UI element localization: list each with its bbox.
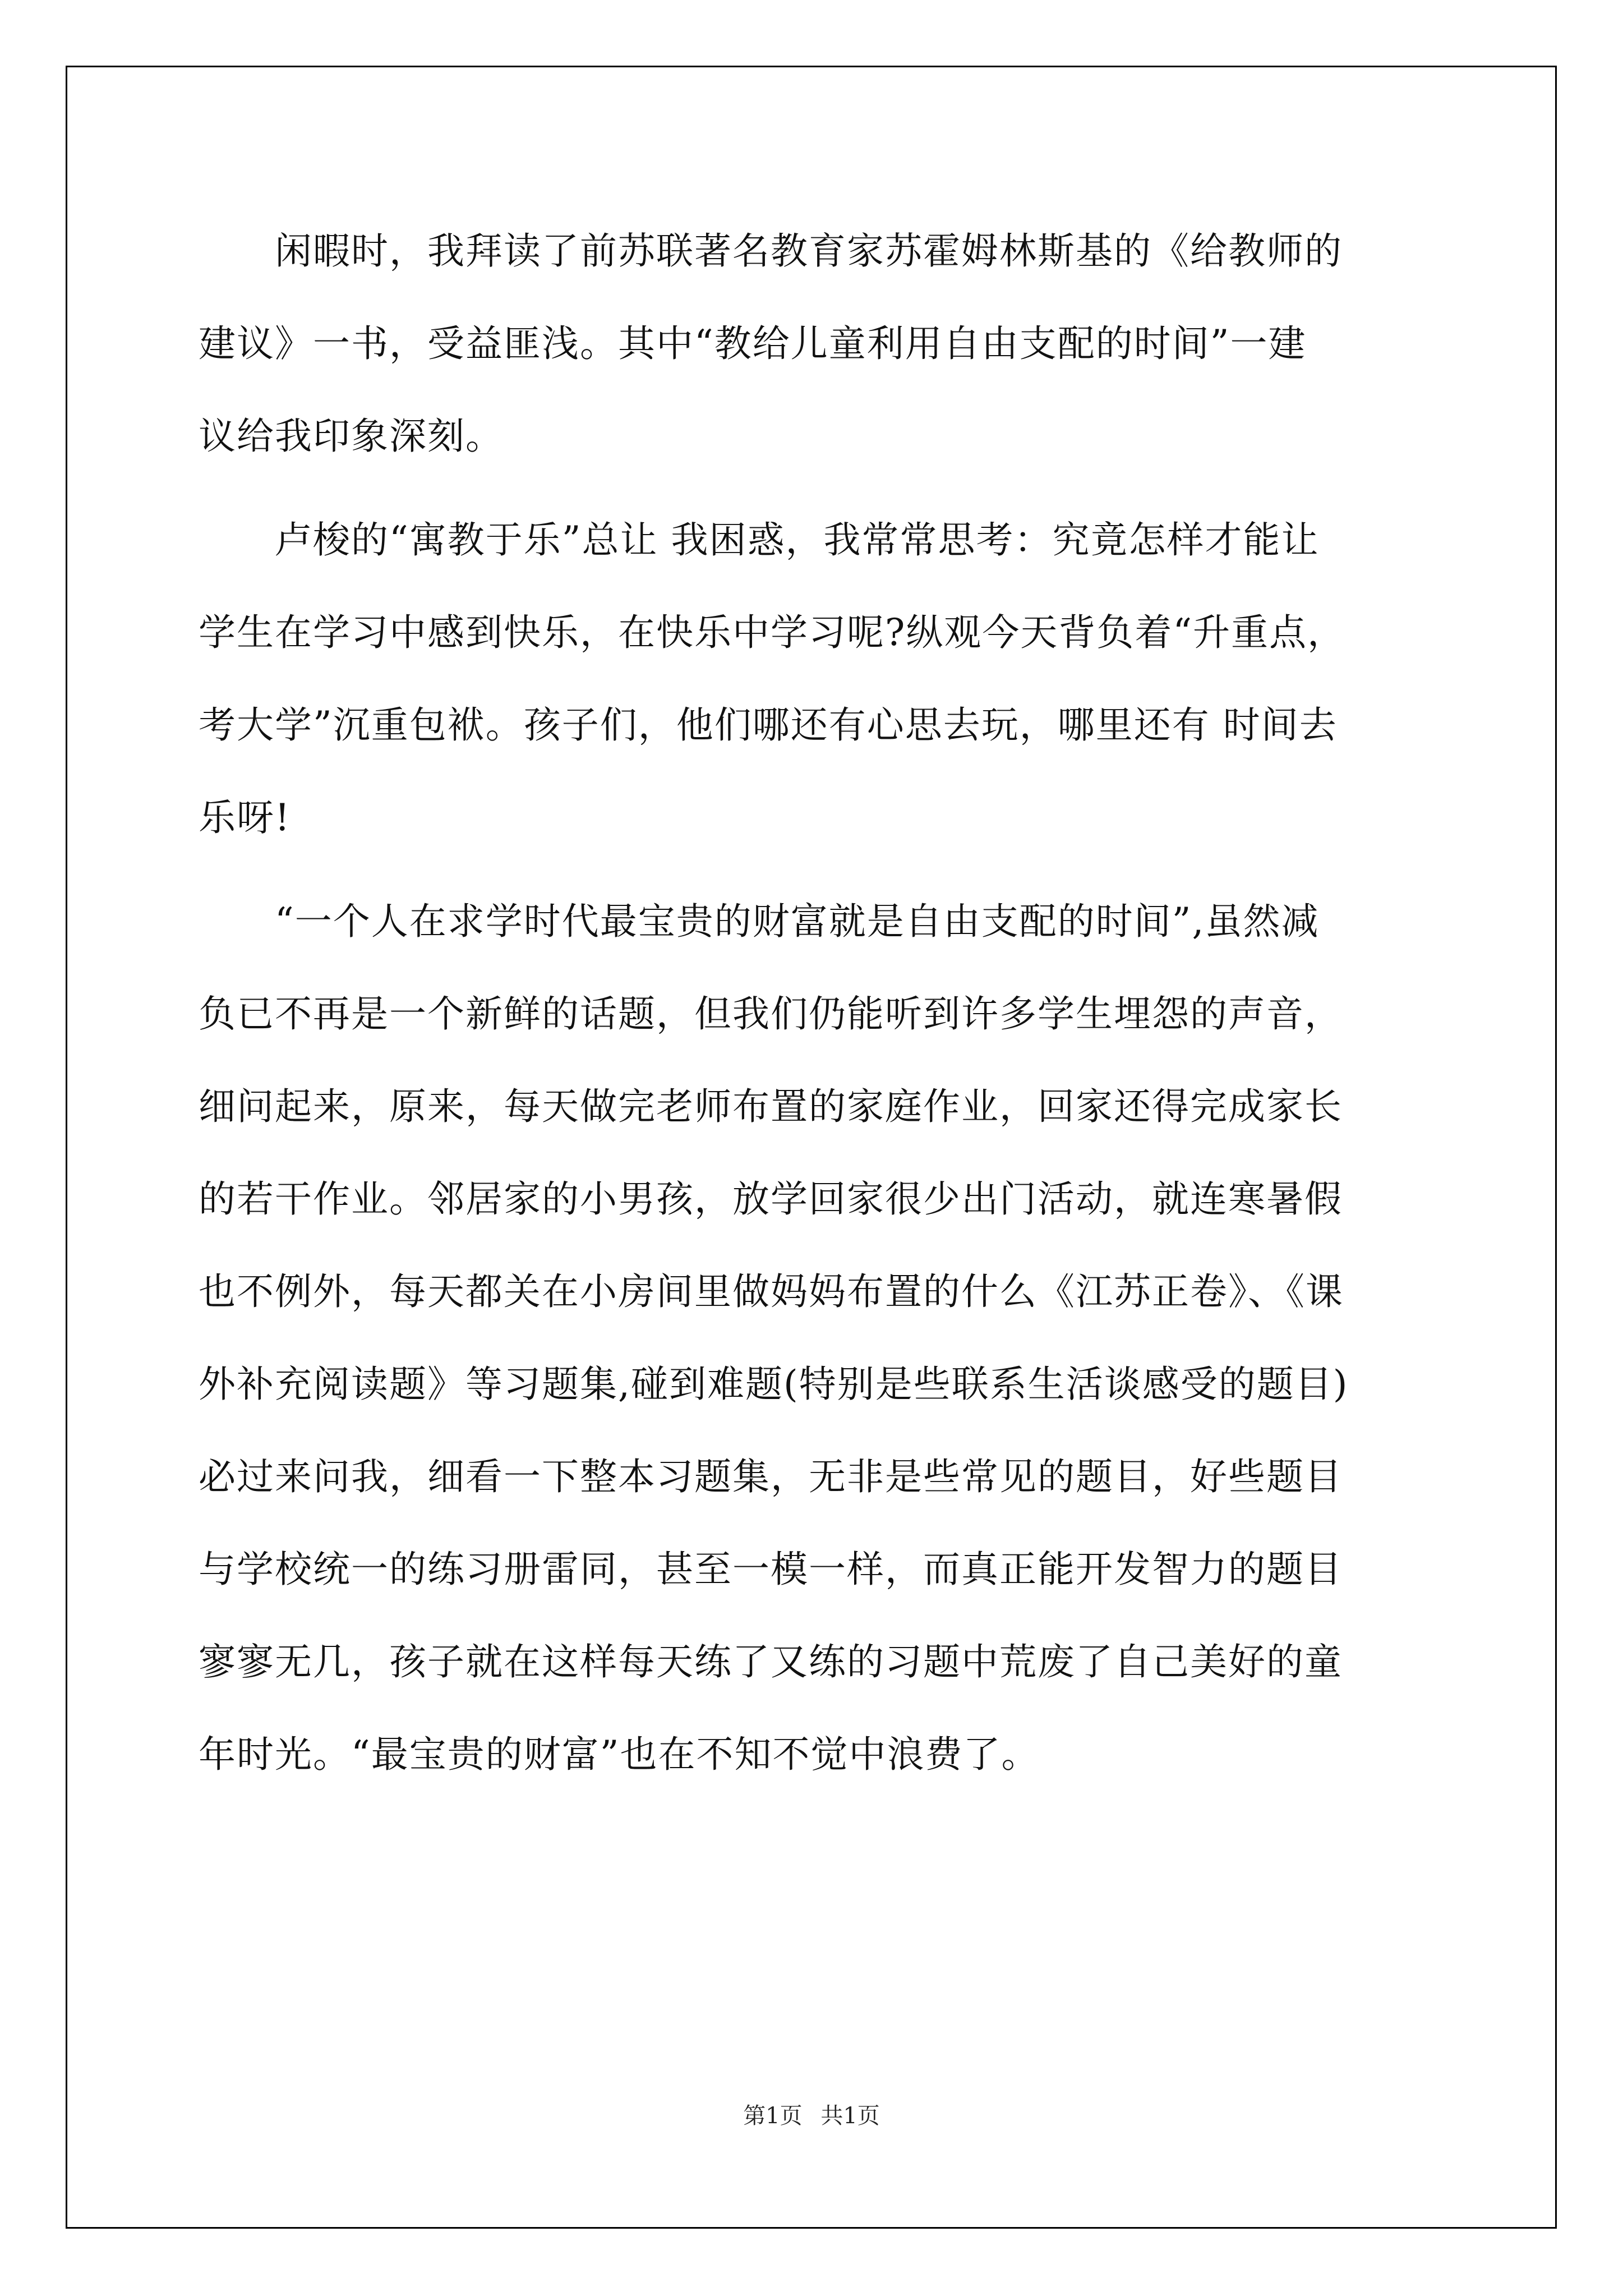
text-line: 也不例外，每天都关在小房间里做妈妈布置的什么《江苏正卷》、《课	[199, 1270, 1344, 1313]
page-total: 共1页	[820, 2103, 880, 2129]
text-line: 建议》一书，受益匪浅。其中“教给儿童利用自由支配的时间”一建	[199, 322, 1307, 365]
page-number: 第1页	[743, 2103, 803, 2129]
paragraph-2	[199, 494, 1455, 864]
text-line: 闲暇时，我拜读了前苏联著名教育家苏霍姆林斯基的《给教师的	[199, 229, 1343, 273]
text-line: 负已不再是一个新鲜的话题，但我们仍能听到许多学生埋怨的声音，	[199, 992, 1343, 1036]
text-line: “一个人在求学时代最宝贵的财富就是自由支配的时间”,虽然减	[199, 900, 1320, 943]
text-line: 与学校统一的练习册雷同，甚至一模一样，而真正能开发智力的题目	[199, 1548, 1343, 1591]
text-line: 议给我印象深刻。	[199, 415, 504, 458]
text-line: 细问起来，原来，每天做完老师布置的家庭作业，回家还得完成家长	[199, 1085, 1343, 1128]
text-line: 学生在学习中感到快乐，在快乐中学习呢?纵观今天背负着“升重点，	[199, 611, 1346, 654]
page-footer	[0, 2098, 1623, 2130]
text-line: 年时光。“最宝贵的财富”也在不知不觉中浪费了。	[199, 1733, 1040, 1776]
document-body	[199, 205, 1455, 1801]
text-line: 的若干作业。邻居家的小男孩，放学回家很少出门活动，就连寒暑假	[199, 1177, 1343, 1221]
text-line: 外补充阅读题》等习题集,碰到难题(特别是些联系生活谈感受的题目)	[199, 1363, 1349, 1406]
paragraph-3	[199, 875, 1455, 1801]
text-line: 卢梭的“寓教于乐”总让 我困惑，我常常思考：究竟怎样才能让	[199, 518, 1320, 562]
text-line: 必过来问我，细看一下整本习题集，无非是些常见的题目，好些题目	[199, 1455, 1343, 1498]
text-line: 乐呀!	[199, 796, 291, 839]
text-line: 考大学”沉重包袱。孩子们，他们哪还有心思去玩，哪里还有 时间去	[199, 703, 1338, 747]
paragraph-1	[199, 205, 1455, 482]
text-line: 寥寥无几，孩子就在这样每天练了又练的习题中荒废了自己美好的童	[199, 1640, 1343, 1683]
